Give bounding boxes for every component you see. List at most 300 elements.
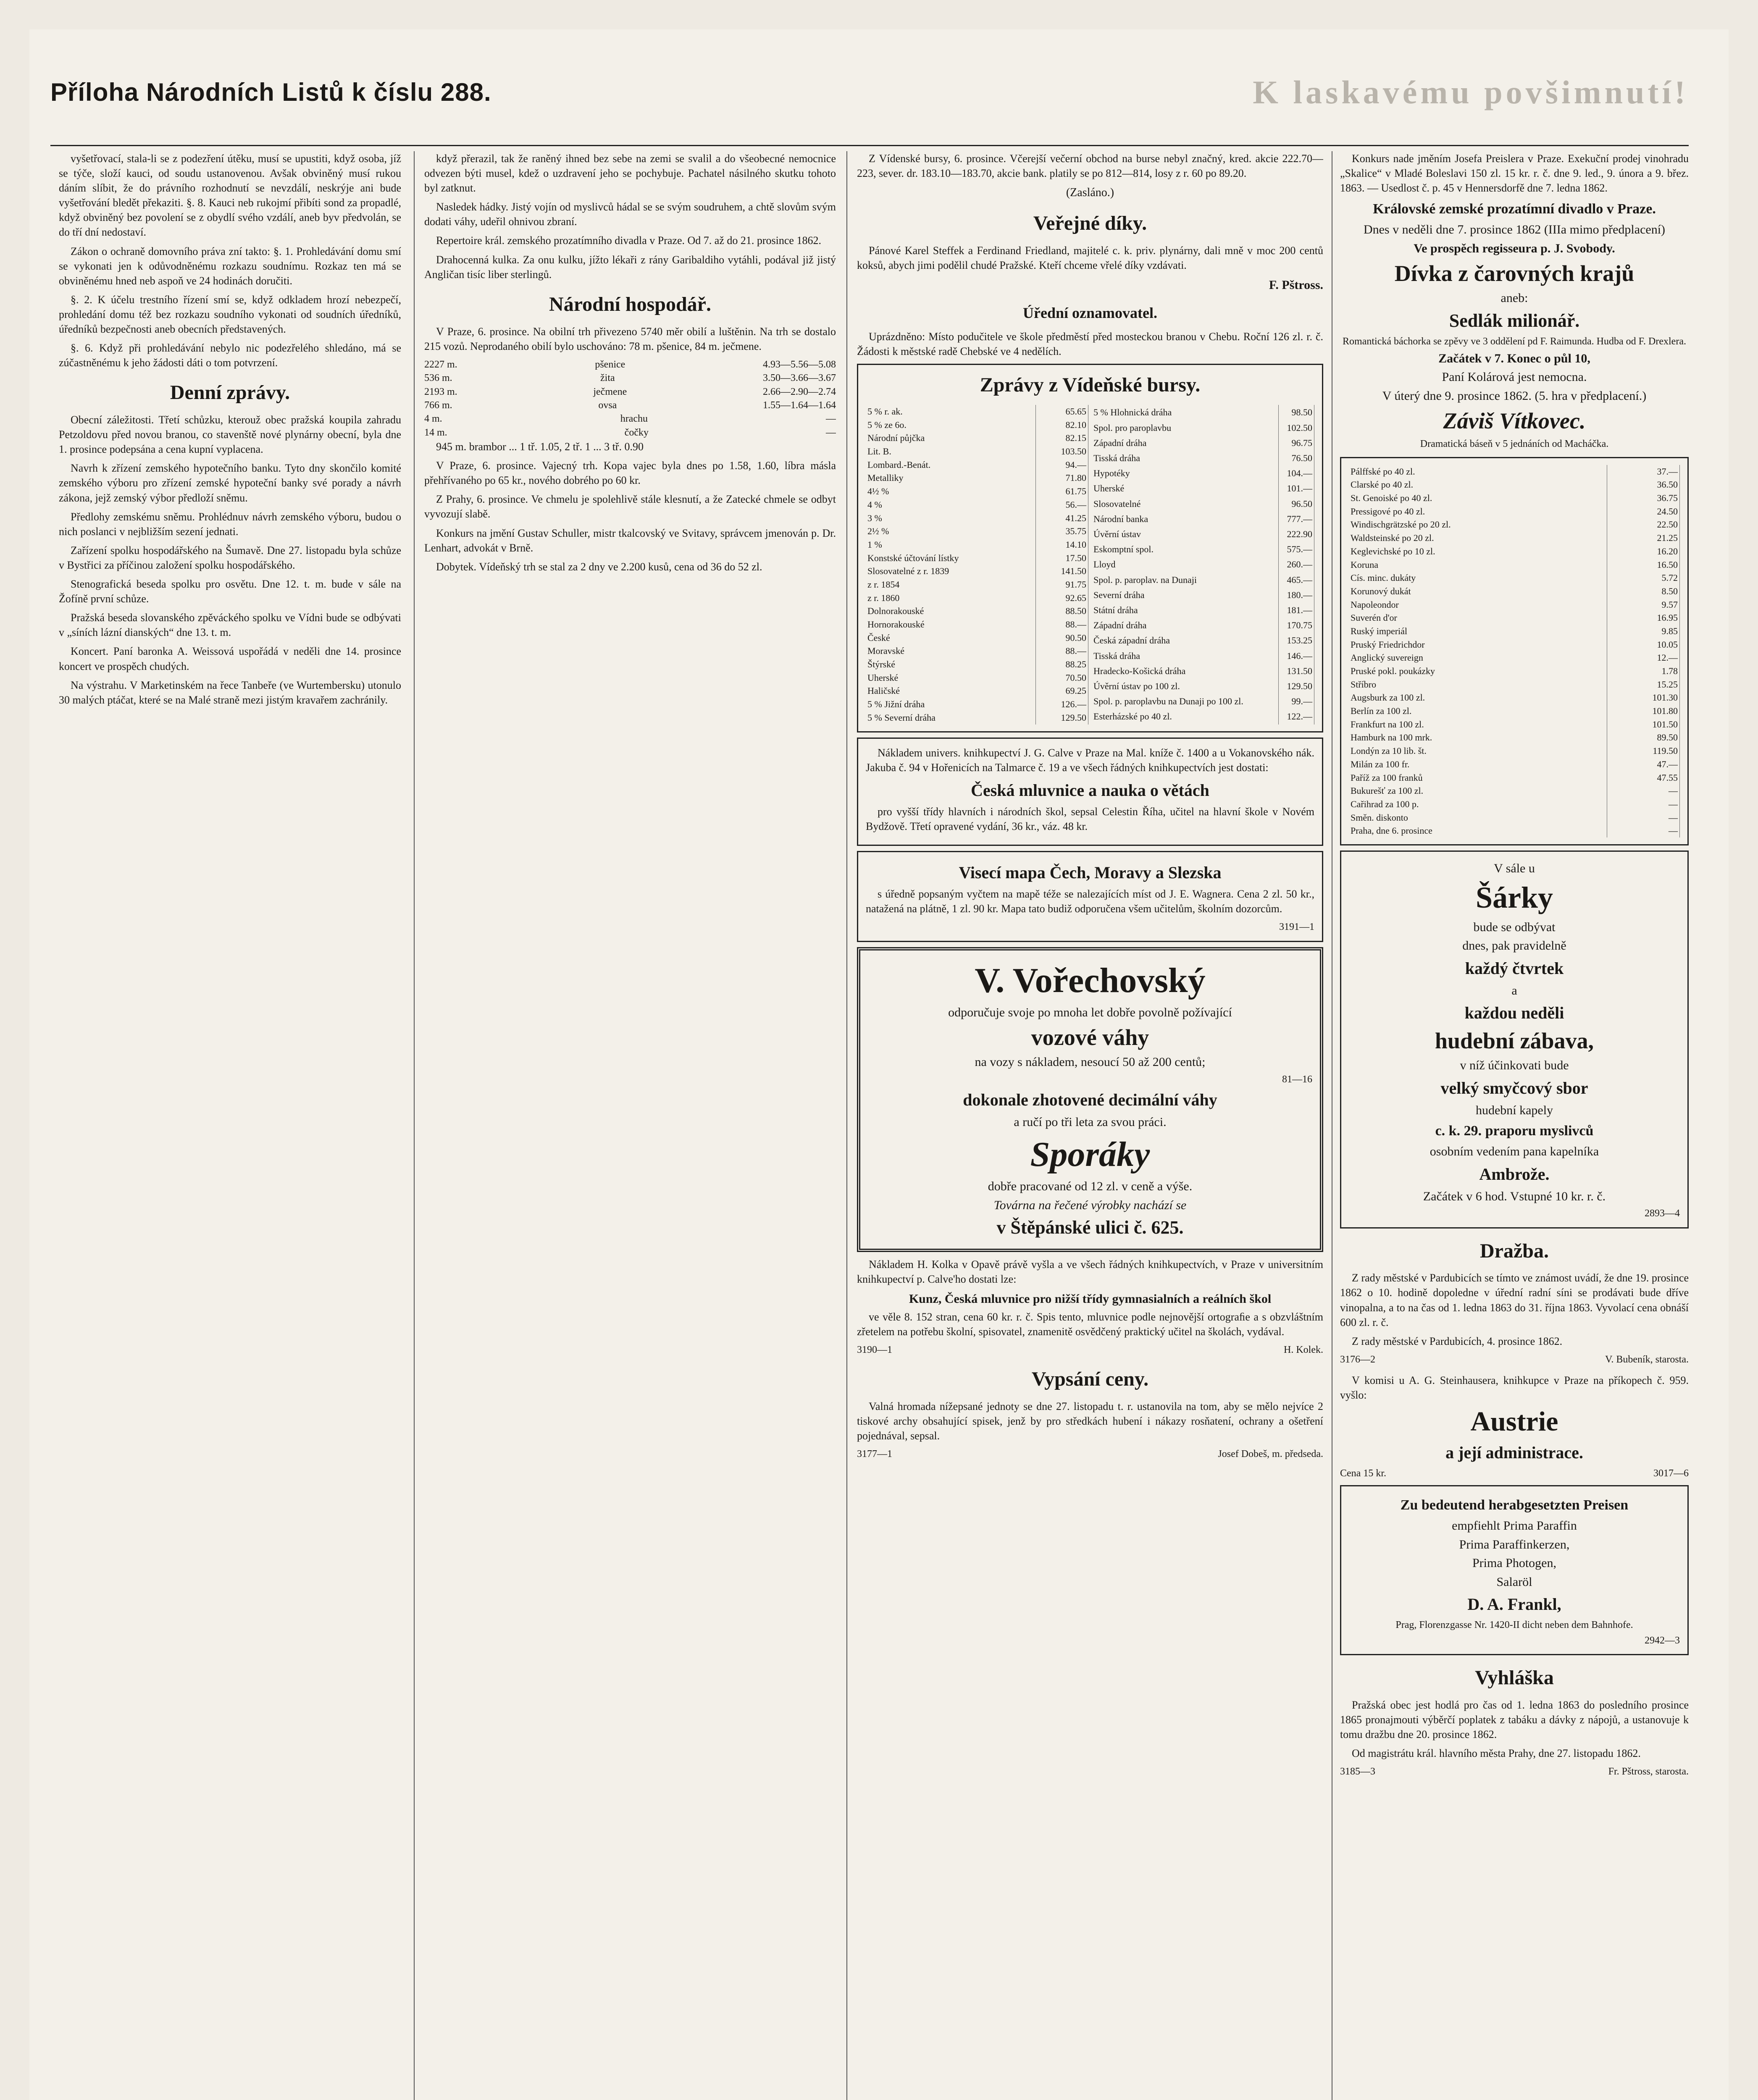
security-name: Lloyd: [1092, 557, 1279, 572]
security-price: 96.50: [1279, 496, 1314, 511]
security-name: Hypotéky: [1092, 466, 1279, 481]
security-name: Spol. p. paroplav. na Dunaji: [1092, 572, 1279, 587]
security-price: 101.50: [1607, 718, 1680, 731]
security-name: Tisská dráha: [1092, 451, 1279, 466]
scales-heading: vozové váhy: [1031, 1025, 1149, 1050]
security-name: Pálffské po 40 zl.: [1349, 465, 1607, 478]
security-name: 4½ %: [866, 485, 1036, 498]
column-1: [59, 151, 401, 2100]
quote-row: [1349, 798, 1680, 811]
security-name: Severní dráha: [1092, 587, 1279, 602]
article-paragraph: §. 2. K účelu trestního řízení smí se, když odkladem hrozí nebezpečí, prohledání domu též bez rozkazu soudního vykonati od soudních úředníků, úředníků bezpečnosti aneb obecních představených.: [59, 293, 401, 336]
security-name: Koruna: [1349, 558, 1607, 572]
bursa-report: Z Vídenské bursy, 6. prosince. Včerejší večerní obchod na burse nebyl značný, kred. akcie 222.70—223, sever. dr. 183.10—183.70, akcie bank. platily se po 812—814, losy z r. 60 po 89.20.: [857, 152, 1323, 180]
quote-row: [1349, 531, 1680, 545]
security-price: 9.57: [1607, 598, 1680, 612]
security-price: —: [1607, 798, 1680, 811]
security-price: 82.15: [1036, 431, 1088, 445]
quote-row: [866, 604, 1088, 618]
ad-line: Prima Paraffinkerzen,: [1459, 1537, 1570, 1551]
security-price: 10.05: [1607, 638, 1680, 651]
quote-row: [866, 578, 1088, 591]
security-name: Windischgrätzské po 20 zl.: [1349, 518, 1607, 531]
quote-row: [866, 684, 1088, 698]
security-price: 98.50: [1279, 405, 1314, 420]
quote-row: [1349, 691, 1680, 704]
grain-row: 14 m. čočky —: [424, 427, 836, 438]
quote-table-middle: [1092, 405, 1314, 724]
quote-row: [866, 458, 1088, 472]
grain-row: 2193 m. ječmene 2.66—2.90—2.74: [424, 386, 836, 397]
grammar-book-ad: [857, 738, 1323, 846]
play-subtitle: Sedlák milionář.: [1449, 310, 1580, 331]
quote-row: [866, 564, 1088, 578]
austrie-subtitle: a její administrace.: [1445, 1443, 1583, 1462]
security-name: Napoleondor: [1349, 598, 1607, 612]
ad-line: empfiehlt Prima Paraffin: [1452, 1519, 1577, 1533]
quote-row: [1092, 648, 1314, 663]
security-name: Frankfurt na 100 zl.: [1349, 718, 1607, 731]
security-name: Lit. B.: [866, 445, 1036, 458]
stoves-subtitle: dobře pracované od 12 zl. v ceně a výše.: [988, 1179, 1193, 1194]
security-price: 90.50: [1036, 631, 1088, 645]
security-price: 777.—: [1279, 511, 1314, 526]
play-title: Záviš Vítkovec.: [1443, 408, 1586, 434]
quote-row: [1349, 744, 1680, 758]
security-price: 88.—: [1036, 644, 1088, 658]
official-notice-text: Uprázdněno: Místo podučitele ve škole předměstí před mosteckou branou v Chebu. Roční 126 zl. r. č. Žádosti k městské radě Chebské ve 4 nedělích.: [857, 331, 1323, 358]
security-price: 91.75: [1036, 578, 1088, 591]
ad-line: osobním vedením pana kapelníka: [1430, 1144, 1599, 1159]
book-title: Kunz, Česká mluvnice pro nižší třídy gymnasialních a reálních škol: [909, 1292, 1272, 1306]
security-name: Londýn za 10 lib. št.: [1349, 744, 1607, 758]
quote-row: [866, 471, 1088, 485]
article-paragraph: vyšetřovací, stala-li se z podezření útěku, musí se upustiti, když osoba, jíž se týče, složí kauci, od soudu ustanovenou. Avšak obviněný musí rukou dáním slíbit, že do právního rozhodnutí se nevzdálí, neskrýje ani bude vyšetřování bledět překaziti. §. 8. Kauci neb rukojmí přibíti sond za propadlé, když obviněný bez povolení se z obydlí svého vzdálí, aneb byv předvolán, se do tří dní nedostaví.: [59, 152, 401, 239]
news-item: Navrh k zřízení zemského hypotečního banku. Tyto dny skončilo komité zemského výboru pro zřízení zemské hypoteční banky své porady a návrh zákona, jejž zemský výbor předloží sněmu.: [59, 462, 401, 504]
thanks-signature: F. Pštross.: [1269, 278, 1323, 292]
column-divider: [846, 151, 847, 2100]
daily-news-heading: Denní zprávy.: [170, 381, 290, 404]
quote-row: [1092, 603, 1314, 618]
quote-row: [866, 431, 1088, 445]
quote-row: [1349, 598, 1680, 612]
quote-row: [1349, 625, 1680, 638]
quote-row: [1092, 572, 1314, 587]
security-price: 12.—: [1607, 651, 1680, 664]
security-price: 69.25: [1036, 684, 1088, 698]
market-report: Z Prahy, 6. prosince. Ve chmelu je spolehlivě stále klesnutí, a že Zatecké chmele se odbyt vyvozují slabě.: [424, 493, 836, 520]
security-name: Stříbro: [1349, 678, 1607, 691]
security-name: Keglevichské po 10 zl.: [1349, 545, 1607, 558]
ad-serial: 3185—3: [1340, 1766, 1375, 1777]
quote-row: [1349, 611, 1680, 625]
news-item: Nasledek hádky. Jistý vojín od myslivců hádal se se svým soudruhem, a chtě slovům svým dodati váhy, udeřil ohnivou zbraní.: [424, 201, 836, 228]
security-name: Konstské účtování lístky: [866, 551, 1036, 565]
security-price: 41.25: [1036, 512, 1088, 525]
quote-row: [1092, 679, 1314, 694]
ad-serial: 3177—1: [857, 1449, 892, 1460]
security-name: Haličské: [866, 684, 1036, 698]
security-price: 88.—: [1036, 618, 1088, 631]
security-price: 71.80: [1036, 471, 1088, 485]
quote-row: [866, 658, 1088, 671]
security-name: Tisská dráha: [1092, 648, 1279, 663]
security-price: 56.—: [1036, 498, 1088, 512]
factory-address: v Štěpánské ulici č. 625.: [996, 1217, 1184, 1238]
ad-signature: Josef Dobeš, m. předseda.: [1218, 1449, 1323, 1460]
vienna-exchange-heading: Zprávy z Vídeňské bursy.: [980, 374, 1201, 396]
quote-row: [1092, 542, 1314, 557]
ad-serial: 3017—6: [1653, 1467, 1689, 1479]
security-name: 5 % Hlohnická dráha: [1092, 405, 1279, 420]
security-name: Bukurešť za 100 zl.: [1349, 784, 1607, 798]
security-price: 153.25: [1279, 633, 1314, 648]
security-price: 181.—: [1279, 603, 1314, 618]
music-heading: hudební zábava,: [1435, 1028, 1594, 1054]
supplement-title: Příloha Národních Listů k číslu 288.: [50, 78, 491, 106]
security-price: 260.—: [1279, 557, 1314, 572]
news-item: Obecní záležitosti. Třetí schůzku, kterouž obec pražská koupila zahradu Petzoldovu před novou branou, co stavenště nové plynárny obecní, byla dne 1. prosince podepsána a cena kupní vyplacena.: [59, 414, 401, 456]
security-price: 129.50: [1279, 679, 1314, 694]
security-name: 3 %: [866, 512, 1036, 525]
quote-row: [1092, 587, 1314, 602]
security-name: Národní banka: [1092, 511, 1279, 526]
quote-row: [1349, 505, 1680, 518]
book-description: ve věle 8. 152 stran, cena 60 kr. r. č. Spis tento, mluvnice podle nejnovější ortograﬁe a s obzvláštním zřetelem na potřebu školní, spisovatel, znamenitě osvědčený praktický učitel na školách, vydával.: [857, 1310, 1323, 1338]
ad-signature: Fr. Pštross, starosta.: [1608, 1766, 1689, 1777]
quote-row: [1092, 694, 1314, 709]
ad-footer: [857, 1343, 1323, 1357]
quote-row: [1092, 435, 1314, 450]
quote-table-right: [1349, 465, 1680, 837]
quote-tables: [866, 405, 1314, 724]
security-name: Praha, dne 6. prosince: [1349, 824, 1607, 837]
ad-serial: 81—16: [1282, 1074, 1312, 1085]
quote-row: [1349, 718, 1680, 731]
play-or: aneb:: [1500, 291, 1528, 305]
venue-name: Šárky: [1475, 881, 1553, 915]
security-name: Hamburk na 100 mrk.: [1349, 731, 1607, 744]
map-title: Visecí mapa Čech, Moravy a Slezska: [959, 863, 1222, 882]
security-name: Národní půjčka: [866, 431, 1036, 445]
ad-footer: [1340, 1467, 1689, 1480]
public-thanks-heading: Veřejné díky.: [1033, 212, 1147, 234]
quote-row: [1092, 420, 1314, 435]
quote-row: [1349, 491, 1680, 505]
news-item: Na výstrahu. V Marketinském na řece Tanbeře (ve Wurtembersku) utonulo 30 malých ptáčat, které se na Malé straně mezi jistým kravařem zachránily.: [59, 679, 401, 706]
security-name: Západní dráha: [1092, 618, 1279, 633]
security-price: 47.55: [1607, 771, 1680, 785]
security-name: Spol. pro paroplavbu: [1092, 420, 1279, 435]
quote-row: [1349, 664, 1680, 678]
security-price: 61.75: [1036, 485, 1088, 498]
security-name: 5 % r. ak.: [866, 405, 1036, 418]
play-title: Dívka z čarovných krajů: [1394, 261, 1634, 286]
security-name: Spol. p. paroplavbu na Dunaji po 100 zl.: [1092, 694, 1279, 709]
security-price: 16.20: [1607, 545, 1680, 558]
security-name: Ruský imperiál: [1349, 625, 1607, 638]
steinhausen-notice: V komisi u A. G. Steinhausera, knihkupce v Praze na příkopech č. 959. vyšlo:: [1340, 1374, 1689, 1402]
security-name: Pruské pokl. poukázky: [1349, 664, 1607, 678]
security-name: Slosovatelné: [1092, 496, 1279, 511]
quote-row: [1349, 731, 1680, 744]
sarka-music-ad: [1340, 850, 1689, 1228]
security-name: Waldsteinské po 20 zl.: [1349, 531, 1607, 545]
ad-serial: 3191—1: [1279, 921, 1314, 933]
grain-row: 536 m. žita 3.50—3.66—3.67: [424, 373, 836, 384]
proclamation-text: Pražská obec jest hodlá pro čas od 1. ledna 1863 do posledního prosince 1865 pronajmouti výběrčí poplatek z tabáku a dávky z nápojů, a ustanovuje k tomu dražbu dne 20. prosince 1862.: [1340, 1698, 1689, 1741]
quote-row: [866, 418, 1088, 432]
ad-line: a: [1511, 983, 1517, 998]
security-price: 14.10: [1036, 538, 1088, 551]
quote-row: [866, 445, 1088, 458]
security-name: Česká západní dráha: [1092, 633, 1279, 648]
security-price: 65.65: [1036, 405, 1088, 418]
quote-row: [1349, 558, 1680, 572]
grain-market-intro: V Praze, 6. prosince. Na obilní trh přivezeno 5740 měr obilí a luštěnin. Na trh se dostalo 215 vozů. Neprodaného obilí bylo uschováno: 78 m. pšenice, 84 m. ječmene.: [424, 325, 836, 352]
security-price: 170.75: [1279, 618, 1314, 633]
security-name: České: [866, 631, 1036, 645]
security-price: 102.50: [1279, 420, 1314, 435]
security-name: Úvěrní ústav: [1092, 527, 1279, 542]
article-paragraph: §. 6. Když při prohledávání nebylo nic podezřelého shledáno, má se zúčastněnému k jeho žádosti dáti o tom potvrzení.: [59, 342, 401, 369]
security-price: 101.—: [1279, 481, 1314, 496]
security-name: Cís. minc. dukáty: [1349, 571, 1607, 585]
market-report: Dobytek. Vídeňský trh se stal za 2 dny ve 2.200 kusů, cena od 36 do 52 zl.: [436, 560, 762, 573]
quote-row: [866, 525, 1088, 538]
quote-row: [1092, 481, 1314, 496]
proclamation-heading: Vyhláška: [1475, 1667, 1554, 1689]
security-price: 76.50: [1279, 451, 1314, 466]
ad-line: bude se odbývat: [1473, 920, 1556, 934]
performance-date: V úterý dne 9. prosince 1862. (5. hra v předplacení.): [1382, 388, 1647, 403]
regiment: c. k. 29. praporu myslivců: [1435, 1123, 1594, 1139]
book-title: Česká mluvnice a nauka o větách: [971, 780, 1209, 800]
column-4: [1340, 151, 1689, 2100]
ad-serial: 2942—3: [1645, 1635, 1680, 1646]
quote-row: [1349, 465, 1680, 478]
quote-row: [1092, 466, 1314, 481]
security-name: Milán za 100 fr.: [1349, 758, 1607, 771]
security-price: —: [1607, 824, 1680, 837]
grain-price-list: [424, 358, 836, 439]
security-name: St. Genoiské po 40 zl.: [1349, 491, 1607, 505]
cast-note: Paní Kolárová jest nemocna.: [1442, 370, 1587, 384]
security-name: Slosovatelné z r. 1839: [866, 564, 1036, 578]
security-price: 15.25: [1607, 678, 1680, 691]
play-description: Dramatická báseň v 5 jednáních od Macháčka.: [1420, 438, 1609, 450]
quote-row: [1092, 557, 1314, 572]
ad-line: v níž účinkovati bude: [1460, 1058, 1569, 1073]
quote-row: [866, 698, 1088, 711]
decimal-scales: dokonale zhotovené decimální váhy: [963, 1090, 1217, 1110]
security-name: Dolnorakouské: [866, 604, 1036, 618]
play-description: Romantická báchorka se zpěvy ve 3 oddělení pd F. Raimunda. Hudba od F. Drexlera.: [1343, 336, 1686, 347]
ad-footer: [857, 1447, 1323, 1461]
news-item: když přerazil, tak že raněný ihned bez sebe na zemi se svalil a do všeobecné nemocnice odvezen býti musel, kdež o uzdravení jeho se pochybuje. Pachatel násilného skutku tohoto byl zatknut.: [424, 152, 836, 194]
quote-table-left: [866, 405, 1088, 724]
security-price: 1.78: [1607, 664, 1680, 678]
column-2: [424, 151, 836, 2100]
security-name: Eskomptní spol.: [1092, 542, 1279, 557]
security-price: 575.—: [1279, 542, 1314, 557]
ad-serial: 3190—1: [857, 1344, 892, 1355]
prize-heading: Vypsání ceny.: [1031, 1368, 1149, 1391]
security-price: 146.—: [1279, 648, 1314, 663]
quote-row: [1349, 758, 1680, 771]
security-price: 96.75: [1279, 435, 1314, 450]
quote-row: [866, 618, 1088, 631]
quote-row: [866, 671, 1088, 685]
quote-row: [1349, 545, 1680, 558]
quote-row: [1092, 618, 1314, 633]
security-price: 36.75: [1607, 491, 1680, 505]
quote-row: [1092, 527, 1314, 542]
official-notice-heading: Úřední oznamovatel.: [1023, 304, 1157, 322]
economy-heading: Národní hospodář.: [549, 293, 711, 315]
attention-banner: K laskavému povšimnutí!: [1253, 74, 1689, 110]
news-item: Koncert. Paní baronka A. Weissová uspořádá v neděli dne 14. prosince koncert ve prospěch chudých.: [59, 645, 401, 672]
quote-row: [1349, 784, 1680, 798]
security-name: Clarské po 40 zl.: [1349, 478, 1607, 491]
venue-intro: V sále u: [1494, 861, 1535, 875]
auction-heading: Dražba.: [1480, 1239, 1549, 1262]
quote-row: [866, 538, 1088, 551]
market-report: V Praze, 6. prosince. Vajecný trh. Kopa vajec byla dnes po 1.58, 1.60, líbra másla přehřívaného po 65 kr., nového dobrého po 60 kr.: [424, 459, 836, 487]
security-price: 22.50: [1607, 518, 1680, 531]
quote-row: [1349, 704, 1680, 718]
security-price: 89.50: [1607, 731, 1680, 744]
security-price: 70.50: [1036, 671, 1088, 685]
security-name: 5 % Severní dráha: [866, 711, 1036, 724]
start-time: Začátek v 6 hod. Vstupné 10 kr. r. č.: [1423, 1189, 1606, 1203]
security-name: Lombard.-Benát.: [866, 458, 1036, 472]
ad-footer: [1340, 1353, 1689, 1366]
quote-row: [1349, 518, 1680, 531]
publisher-notice: Nákladem univers. knihkupectví J. G. Calve v Praze na Mal. kníže č. 1400 a u Vokanovského nák. Jakuba č. 94 v Hořenicích na Talmarce č. 19 a ve všech řádných knihkupectvích jest dostati:: [866, 746, 1314, 774]
benefit-line: Ve prospěch regisseura p. J. Svobody.: [1414, 241, 1615, 255]
security-name: Pressigové po 40 zl.: [1349, 505, 1607, 518]
ad-footer: [1340, 1765, 1689, 1778]
security-price: 122.—: [1279, 709, 1314, 724]
security-price: 88.50: [1036, 604, 1088, 618]
security-price: —: [1607, 811, 1680, 824]
quote-row: [1349, 585, 1680, 598]
security-price: 82.10: [1036, 418, 1088, 432]
grain-row: 2227 m. pšenice 4.93—5.56—5.08: [424, 359, 836, 370]
security-price: 99.—: [1279, 694, 1314, 709]
quote-row: [1349, 478, 1680, 491]
security-price: 16.95: [1607, 611, 1680, 625]
quote-row: [1092, 664, 1314, 679]
quote-row: [866, 551, 1088, 565]
ad-signature: H. Kolek.: [1284, 1344, 1323, 1355]
market-report: Konkurs na jmění Gustav Schuller, mistr tkalcovský ve Svitavy, správcem jmenován p. Dr. Lenhart, advokát v Brně.: [424, 527, 836, 554]
security-name: Esterházské po 40 zl.: [1092, 709, 1279, 724]
news-item: Pražská beseda slovanského zpěváckého spolku ve Vídni bude se odbývati v „síních lázní dianských“ dne 13. t. m.: [59, 612, 401, 639]
masthead: [50, 74, 1689, 141]
quote-row: [1092, 405, 1314, 420]
quote-row: [1349, 824, 1680, 837]
ad-signature: V. Bubeník, starosta.: [1605, 1354, 1689, 1365]
security-name: Pruský Friedrichdor: [1349, 638, 1607, 651]
ad-line: každý čtvrtek: [1465, 958, 1564, 978]
factory-note: Továrna na řečené výrobky nachází se: [993, 1198, 1187, 1212]
conductor: Ambrože.: [1479, 1164, 1550, 1184]
news-item: Předlohy zemskému sněmu. Prohlédnuv návrh zemského výboru, budou o nich poslanci v nejbližším sezení jednati.: [59, 510, 401, 538]
security-price: 465.—: [1279, 572, 1314, 587]
security-name: z r. 1860: [866, 591, 1036, 605]
security-price: 92.65: [1036, 591, 1088, 605]
quote-row: [866, 644, 1088, 658]
frankl-heading: Zu bedeutend herabgesetzten Preisen: [1400, 1497, 1629, 1513]
security-name: Metalliky: [866, 471, 1036, 485]
quote-row: [866, 485, 1088, 498]
quote-row: [866, 512, 1088, 525]
security-price: 17.50: [1036, 551, 1088, 565]
map-description: s úředně popsaným vyčtem na mapě téže se nalezajících míst od J. E. Wagnera. Cena 2 zl. 50 kr., natažená na plátně, 1 zl. 90 kr. Mapa tato budiž odporučena všem učitelům, školním dozorcům.: [866, 887, 1314, 915]
quote-row: [1349, 651, 1680, 664]
ad-line: Prag, Florenzgasse Nr. 1420-II dicht neben dem Bahnhofe.: [1395, 1620, 1633, 1631]
book-description: pro vyšší třídy hlavních i národních škol, sepsal Celestin Říha, učitel na hlavní škole v Novém Bydžově. Třetí opravené vydání, 36 kr., váz. 48 kr.: [866, 805, 1314, 832]
security-price: 88.25: [1036, 658, 1088, 671]
security-name: Suverén d'or: [1349, 611, 1607, 625]
quote-row: [1092, 633, 1314, 648]
security-price: 94.—: [1036, 458, 1088, 472]
quote-row: [866, 498, 1088, 512]
market-report: 945 m. brambor ... 1 tř. 1.05, 2 tř. 1 ... 3 tř. 0.90: [436, 441, 644, 453]
security-price: 8.50: [1607, 585, 1680, 598]
vorechovsky-ad: [857, 947, 1323, 1252]
column-divider: [414, 151, 415, 2100]
quote-row: [866, 711, 1088, 724]
quote-row: [1349, 638, 1680, 651]
security-price: 47.—: [1607, 758, 1680, 771]
advertiser-name: V. Vořechovský: [975, 961, 1206, 1000]
stoves-heading: Sporáky: [1030, 1134, 1150, 1174]
price: Cena 15 kr.: [1340, 1467, 1386, 1479]
wall-map-ad: [857, 851, 1323, 942]
security-name: Anglický suvereign: [1349, 651, 1607, 664]
security-name: Korunový dukát: [1349, 585, 1607, 598]
security-price: 37.—: [1607, 465, 1680, 478]
security-name: z r. 1854: [866, 578, 1036, 591]
news-item: Drahocenná kulka. Za onu kulku, jížto lékaři z rány Garibaldiho vytáhli, podával již jistý Angličan tisíc liber sterlingů.: [424, 253, 836, 281]
security-price: 131.50: [1279, 664, 1314, 679]
prize-text: Valná hromada nížepsané jednoty se dne 27. listopadu t. r. ustanovila na tom, aby se mělo nejvíce 2 tiskové archy obsahující spisek, jenž by pro středkách hubení i nákazy rosňatení, ochrany a ošetření pojednával, sepsal.: [857, 1400, 1323, 1442]
security-name: 5 % ze 6o.: [866, 418, 1036, 432]
ad-line: hudební kapely: [1475, 1103, 1553, 1117]
security-name: 1 %: [866, 538, 1036, 551]
security-price: 35.75: [1036, 525, 1088, 538]
publisher-notice: Nákladem H. Kolka v Opavě právě vyšla a ve všech řádných knihkupectvích, v Praze v universitním knihkupectví p. Calve'ho dostati lze:: [857, 1258, 1323, 1285]
ad-line: Salaröl: [1496, 1575, 1532, 1589]
quote-row: [1349, 571, 1680, 585]
ad-line: každou neděli: [1464, 1003, 1564, 1023]
security-price: 36.50: [1607, 478, 1680, 491]
security-name: 4 %: [866, 498, 1036, 512]
security-name: Státní dráha: [1092, 603, 1279, 618]
security-name: 2½ %: [866, 525, 1036, 538]
austrie-title: Austrie: [1470, 1406, 1558, 1437]
quote-row: [866, 631, 1088, 645]
quote-row: [866, 405, 1088, 418]
security-price: 119.50: [1607, 744, 1680, 758]
quote-row: [1349, 811, 1680, 824]
column-3: [857, 151, 1323, 2100]
exchange-quotes-continued: [1340, 457, 1689, 845]
header-rule: [50, 145, 1689, 146]
